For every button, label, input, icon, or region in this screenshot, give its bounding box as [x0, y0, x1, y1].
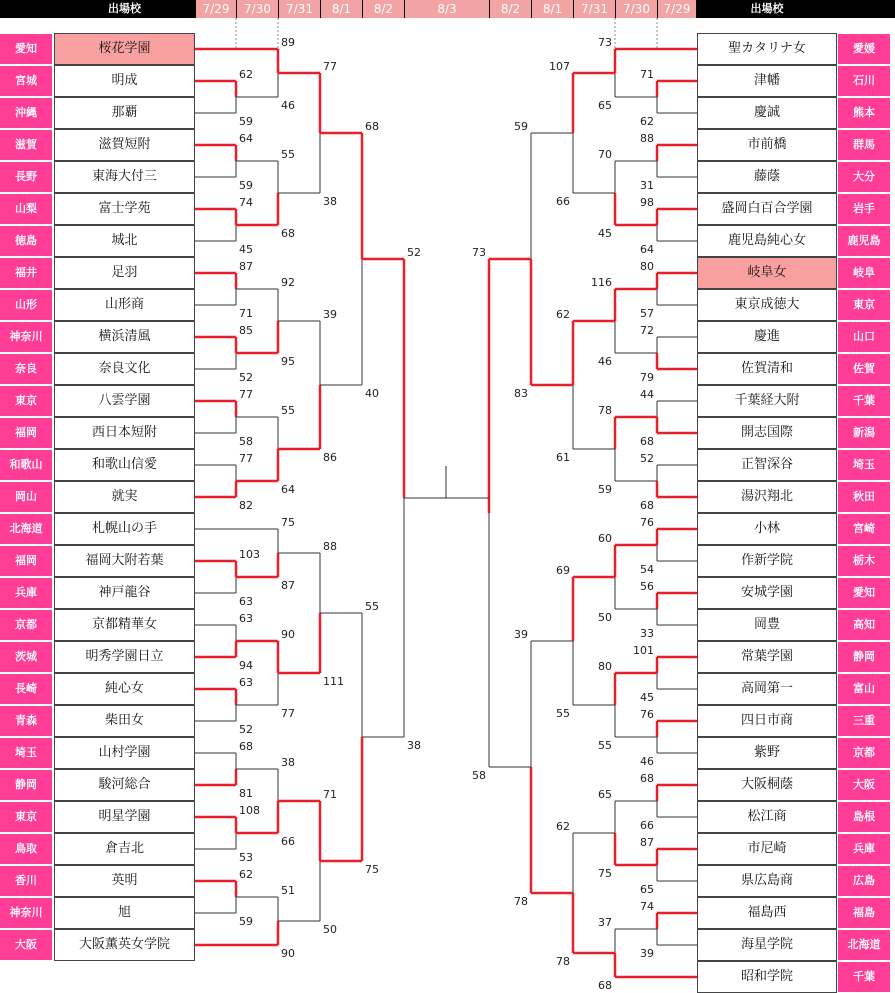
right-prefecture-badge: 福島: [838, 898, 890, 928]
date-header-3: 8/1: [321, 0, 362, 18]
left-prefecture-badge: 埼玉: [0, 738, 52, 768]
right-team-name: 紫野: [697, 737, 837, 769]
date-header-4: 8/2: [363, 0, 404, 18]
right-score-top: 88: [640, 132, 654, 145]
left-prefecture-badge: 北海道: [0, 514, 52, 544]
right-score-top: 98: [640, 196, 654, 209]
right-score-bottom: 57: [640, 307, 654, 320]
right-score-top: 116: [591, 276, 612, 289]
left-prefecture-badge: 兵庫: [0, 578, 52, 608]
date-header-9: 7/30: [616, 0, 657, 18]
left-score-bottom: 75: [365, 863, 379, 876]
left-team-name: 和歌山信愛: [54, 449, 195, 481]
left-score-top: 51: [281, 884, 295, 897]
left-score-bottom: 71: [239, 307, 253, 320]
right-score-bottom: 46: [640, 755, 654, 768]
left-score-top: 108: [239, 804, 260, 817]
right-score-top: 69: [556, 564, 570, 577]
left-team-name: 足羽: [54, 257, 195, 289]
left-score-bottom: 59: [239, 915, 253, 928]
left-team-name: 就実: [54, 481, 195, 513]
left-team-name: 桜花学園: [54, 33, 195, 65]
right-prefecture-badge: 静岡: [838, 642, 890, 672]
date-header-7: 8/1: [532, 0, 573, 18]
right-score-top: 78: [598, 404, 612, 417]
left-score-top: 39: [323, 308, 337, 321]
right-prefecture-badge: 北海道: [838, 930, 890, 960]
left-team-name: 京都精華女: [54, 609, 195, 641]
left-team-name: 明秀学園日立: [54, 641, 195, 673]
right-score-top: 107: [549, 60, 570, 73]
right-score-top: 44: [640, 388, 654, 401]
right-score-bottom: 55: [556, 707, 570, 720]
right-prefecture-badge: 京都: [838, 738, 890, 768]
right-score-bottom: 68: [640, 499, 654, 512]
left-team-name: 横浜清風: [54, 321, 195, 353]
left-team-name: 山村学園: [54, 737, 195, 769]
right-team-name: 正智深谷: [697, 449, 837, 481]
date-header-6: 8/2: [490, 0, 531, 18]
right-team-name: 盛岡白百合学園: [697, 193, 837, 225]
right-score-bottom: 61: [556, 451, 570, 464]
left-score-bottom: 38: [323, 195, 337, 208]
right-team-name: 海星学院: [697, 929, 837, 961]
right-score-top: 87: [640, 836, 654, 849]
right-score-bottom: 39: [640, 947, 654, 960]
left-score-top: 88: [323, 540, 337, 553]
left-score-top: 62: [239, 868, 253, 881]
right-team-name: 東京成徳大: [697, 289, 837, 321]
right-team-name: 鹿児島純心女: [697, 225, 837, 257]
left-prefecture-badge: 京都: [0, 610, 52, 640]
left-score-top: 55: [281, 148, 295, 161]
right-prefecture-badge: 千葉: [838, 386, 890, 416]
left-score-bottom: 77: [281, 707, 295, 720]
left-team-name: 明成: [54, 65, 195, 97]
date-header-10: 7/29: [658, 0, 696, 18]
left-score-bottom: 38: [407, 739, 421, 752]
right-score-bottom: 54: [640, 563, 654, 576]
right-score-top: 65: [598, 788, 612, 801]
right-team-name: 安城学園: [697, 577, 837, 609]
right-score-bottom: 83: [514, 387, 528, 400]
left-prefecture-badge: 神奈川: [0, 322, 52, 352]
left-prefecture-badge: 東京: [0, 386, 52, 416]
right-score-top: 101: [633, 644, 654, 657]
right-score-bottom: 55: [598, 739, 612, 752]
left-score-top: 68: [365, 120, 379, 133]
right-score-bottom: 33: [640, 627, 654, 640]
left-prefecture-badge: 東京: [0, 802, 52, 832]
left-score-top: 75: [281, 516, 295, 529]
right-prefecture-badge: 島根: [838, 802, 890, 832]
right-prefecture-badge: 愛知: [838, 578, 890, 608]
right-prefecture-badge: 新潟: [838, 418, 890, 448]
left-score-top: 77: [323, 60, 337, 73]
left-score-bottom: 58: [239, 435, 253, 448]
left-score-bottom: 53: [239, 851, 253, 864]
left-prefecture-badge: 福岡: [0, 546, 52, 576]
left-score-bottom: 59: [239, 179, 253, 192]
left-score-top: 77: [239, 452, 253, 465]
left-score-top: 52: [407, 246, 421, 259]
left-team-name: 城北: [54, 225, 195, 257]
left-prefecture-badge: 奈良: [0, 354, 52, 384]
right-score-top: 37: [598, 916, 612, 929]
left-score-top: 77: [239, 388, 253, 401]
right-prefecture-badge: 広島: [838, 866, 890, 896]
right-team-name: 岐阜女: [697, 257, 837, 289]
left-score-bottom: 59: [239, 115, 253, 128]
left-score-bottom: 68: [281, 227, 295, 240]
left-prefecture-badge: 長崎: [0, 674, 52, 704]
date-header-8: 7/31: [574, 0, 615, 18]
right-prefecture-badge: 佐賀: [838, 354, 890, 384]
right-score-top: 56: [640, 580, 654, 593]
right-prefecture-badge: 埼玉: [838, 450, 890, 480]
left-score-top: 103: [239, 548, 260, 561]
right-score-top: 76: [640, 516, 654, 529]
right-prefecture-badge: 大分: [838, 162, 890, 192]
right-score-bottom: 62: [640, 115, 654, 128]
left-team-name: 神戸龍谷: [54, 577, 195, 609]
right-score-bottom: 65: [640, 883, 654, 896]
right-score-top: 52: [640, 452, 654, 465]
left-team-name: 滋賀短附: [54, 129, 195, 161]
right-score-top: 72: [640, 324, 654, 337]
right-score-top: 62: [556, 308, 570, 321]
date-header-5: 8/3: [405, 0, 489, 18]
left-score-bottom: 63: [239, 595, 253, 608]
right-score-bottom: 66: [640, 819, 654, 832]
left-team-name: 那覇: [54, 97, 195, 129]
left-score-bottom: 46: [281, 99, 295, 112]
left-score-top: 68: [239, 740, 253, 753]
right-team-name: 湯沢翔北: [697, 481, 837, 513]
right-prefecture-badge: 秋田: [838, 482, 890, 512]
left-team-name: 明星学園: [54, 801, 195, 833]
date-header-1: 7/30: [237, 0, 278, 18]
right-team-name: 佐賀清和: [697, 353, 837, 385]
left-prefecture-badge: 神奈川: [0, 898, 52, 928]
left-score-bottom: 64: [281, 483, 295, 496]
left-score-top: 85: [239, 324, 253, 337]
left-team-name: 純心女: [54, 673, 195, 705]
right-team-name: 岡豊: [697, 609, 837, 641]
left-prefecture-badge: 福岡: [0, 418, 52, 448]
left-score-bottom: 87: [281, 579, 295, 592]
right-score-bottom: 78: [514, 895, 528, 908]
right-team-name: 津幡: [697, 65, 837, 97]
left-team-name: 東海大付三: [54, 161, 195, 193]
right-team-name: 高岡第一: [697, 673, 837, 705]
right-prefecture-badge: 岐阜: [838, 258, 890, 288]
left-score-bottom: 82: [239, 499, 253, 512]
right-team-name: 市尼崎: [697, 833, 837, 865]
right-team-name: 福島西: [697, 897, 837, 929]
right-score-top: 80: [640, 260, 654, 273]
right-score-bottom: 45: [598, 227, 612, 240]
left-team-name: 山形商: [54, 289, 195, 321]
right-score-bottom: 64: [640, 243, 654, 256]
right-score-bottom: 46: [598, 355, 612, 368]
left-prefecture-badge: 茨城: [0, 642, 52, 672]
left-prefecture-badge: 和歌山: [0, 450, 52, 480]
left-score-top: 63: [239, 612, 253, 625]
right-score-top: 62: [556, 820, 570, 833]
left-prefecture-badge: 滋賀: [0, 130, 52, 160]
left-prefecture-badge: 青森: [0, 706, 52, 736]
right-team-name: 聖カタリナ女: [697, 33, 837, 65]
right-header-title: 出場校: [750, 2, 784, 15]
left-score-top: 87: [239, 260, 253, 273]
left-score-bottom: 52: [239, 723, 253, 736]
left-team-name: 福岡大附若葉: [54, 545, 195, 577]
right-score-top: 80: [598, 660, 612, 673]
right-prefecture-badge: 愛媛: [838, 34, 890, 64]
right-score-top: 70: [598, 148, 612, 161]
left-prefecture-badge: 徳島: [0, 226, 52, 256]
right-team-name: 千葉経大附: [697, 385, 837, 417]
left-prefecture-badge: 香川: [0, 866, 52, 896]
right-score-bottom: 75: [598, 867, 612, 880]
left-prefecture-badge: 山梨: [0, 194, 52, 224]
right-team-name: 松江商: [697, 801, 837, 833]
right-prefecture-badge: 高知: [838, 610, 890, 640]
left-prefecture-badge: 宮城: [0, 66, 52, 96]
left-team-name: 旭: [54, 897, 195, 929]
left-score-bottom: 90: [281, 947, 295, 960]
right-score-top: 73: [598, 36, 612, 49]
right-score-bottom: 66: [556, 195, 570, 208]
left-team-name: 西日本短附: [54, 417, 195, 449]
left-score-bottom: 86: [323, 451, 337, 464]
left-score-bottom: 40: [365, 387, 379, 400]
right-score-bottom: 68: [598, 979, 612, 992]
left-prefecture-badge: 大阪: [0, 930, 52, 960]
left-score-bottom: 81: [239, 787, 253, 800]
left-header-title: 出場校: [108, 2, 141, 15]
right-team-name: 大阪桐蔭: [697, 769, 837, 801]
right-score-top: 76: [640, 708, 654, 721]
right-prefecture-badge: 栃木: [838, 546, 890, 576]
left-prefecture-badge: 山形: [0, 290, 52, 320]
right-score-bottom: 79: [640, 371, 654, 384]
right-score-bottom: 59: [598, 483, 612, 496]
left-score-top: 55: [281, 404, 295, 417]
right-prefecture-badge: 山口: [838, 322, 890, 352]
left-score-bottom: 111: [323, 675, 344, 688]
left-score-top: 71: [323, 788, 337, 801]
left-score-top: 90: [281, 628, 295, 641]
left-prefecture-badge: 愛知: [0, 34, 52, 64]
right-score-bottom: 65: [598, 99, 612, 112]
right-score-top: 68: [640, 772, 654, 785]
right-prefecture-badge: 鹿児島: [838, 226, 890, 256]
right-score-top: 59: [514, 120, 528, 133]
left-prefecture-badge: 岡山: [0, 482, 52, 512]
left-score-bottom: 45: [239, 243, 253, 256]
right-team-name: 小林: [697, 513, 837, 545]
right-score-bottom: 78: [556, 955, 570, 968]
left-score-bottom: 95: [281, 355, 295, 368]
left-score-top: 63: [239, 676, 253, 689]
left-team-name: 倉吉北: [54, 833, 195, 865]
left-team-name: 英明: [54, 865, 195, 897]
right-prefecture-badge: 千葉: [838, 962, 890, 992]
right-score-top: 73: [472, 246, 486, 259]
left-team-name: 大阪薫英女学院: [54, 929, 195, 961]
right-score-bottom: 68: [640, 435, 654, 448]
right-team-name: 常葉学園: [697, 641, 837, 673]
right-score-top: 71: [640, 68, 654, 81]
left-score-bottom: 66: [281, 835, 295, 848]
left-prefecture-badge: 沖縄: [0, 98, 52, 128]
left-prefecture-badge: 静岡: [0, 770, 52, 800]
left-prefecture-badge: 福井: [0, 258, 52, 288]
left-score-top: 62: [239, 68, 253, 81]
right-prefecture-badge: 岩手: [838, 194, 890, 224]
left-score-top: 92: [281, 276, 295, 289]
left-score-top: 89: [281, 36, 295, 49]
left-score-bottom: 52: [239, 371, 253, 384]
right-score-top: 60: [598, 532, 612, 545]
left-team-name: 奈良文化: [54, 353, 195, 385]
left-prefecture-badge: 長野: [0, 162, 52, 192]
date-header-2: 7/31: [279, 0, 320, 18]
right-prefecture-badge: 宮崎: [838, 514, 890, 544]
left-prefecture-badge: 鳥取: [0, 834, 52, 864]
left-score-top: 55: [365, 600, 379, 613]
left-team-name: 八雲学園: [54, 385, 195, 417]
left-team-name: 札幌山の手: [54, 513, 195, 545]
right-score-bottom: 50: [598, 611, 612, 624]
date-header-0: 7/29: [196, 0, 236, 18]
left-score-bottom: 50: [323, 923, 337, 936]
right-team-name: 昭和学院: [697, 961, 837, 993]
right-score-top: 39: [514, 628, 528, 641]
right-prefecture-badge: 熊本: [838, 98, 890, 128]
right-prefecture-badge: 東京: [838, 290, 890, 320]
right-team-name: 慶誠: [697, 97, 837, 129]
right-team-name: 県広島商: [697, 865, 837, 897]
right-prefecture-badge: 富山: [838, 674, 890, 704]
left-team-name: 駿河総合: [54, 769, 195, 801]
right-team-name: 市前橋: [697, 129, 837, 161]
right-team-name: 藤蔭: [697, 161, 837, 193]
left-score-bottom: 94: [239, 659, 253, 672]
right-prefecture-badge: 大阪: [838, 770, 890, 800]
right-prefecture-badge: 兵庫: [838, 834, 890, 864]
right-prefecture-badge: 三重: [838, 706, 890, 736]
right-score-bottom: 31: [640, 179, 654, 192]
left-score-top: 64: [239, 132, 253, 145]
right-team-name: 慶進: [697, 321, 837, 353]
right-team-name: 開志国際: [697, 417, 837, 449]
right-score-bottom: 58: [472, 769, 486, 782]
left-team-name: 柴田女: [54, 705, 195, 737]
left-score-top: 74: [239, 196, 253, 209]
right-team-name: 作新学院: [697, 545, 837, 577]
right-prefecture-badge: 石川: [838, 66, 890, 96]
left-team-name: 富士学苑: [54, 193, 195, 225]
right-prefecture-badge: 群馬: [838, 130, 890, 160]
right-score-bottom: 45: [640, 691, 654, 704]
right-team-name: 四日市商: [697, 705, 837, 737]
left-score-top: 38: [281, 756, 295, 769]
right-score-top: 74: [640, 900, 654, 913]
